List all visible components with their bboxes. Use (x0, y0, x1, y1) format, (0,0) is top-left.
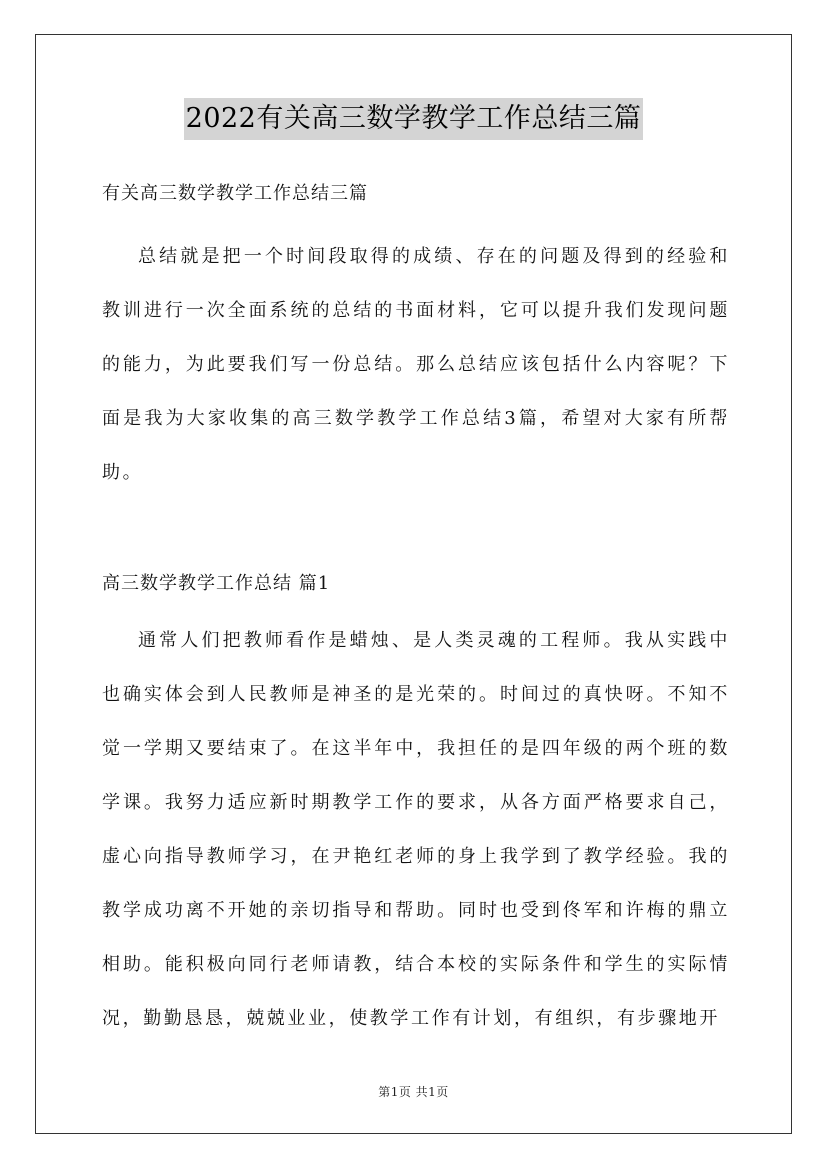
section-paragraph: 通常人们把教师看作是蜡烛、是人类灵魂的工程师。我从实践中也确实体会到人民教师是神圣的是光荣的。时间过的真快呀。不知不觉一学期又要结束了。在这半年中，我担任的是四年级的两个班的数学课。我努力适应新时期教学工作的要求，从各方面严格要求自己，虚心向指导教师学习，在尹艳红老师的身上我学到了教学经验。我的教学成功离不开她的亲切指导和帮助。同时也受到佟军和许梅的鼎立相助。能积极向同行老师请教，结合本校的实际条件和学生的实际情况，勤勤恳恳，兢兢业业，使教学工作有计划，有组织，有步骤地开 (102, 630, 730, 1029)
document-body (102, 174, 730, 1046)
section-heading: 高三数学教学工作总结 篇1 (102, 573, 331, 594)
document-title: 2022有关高三数学教学工作总结三篇 (184, 98, 644, 140)
document-subtitle: 有关高三数学教学工作总结三篇 (102, 183, 368, 204)
page-footer: 第1页 共1页 (378, 1085, 449, 1099)
title-container (0, 98, 827, 140)
intro-paragraph: 总结就是把一个时间段取得的成绩、存在的问题及得到的经验和教训进行一次全面系统的总结的书面材料，它可以提升我们发现问题的能力，为此要我们写一份总结。那么总结应该包括什么内容呢？下面是我为大家收集的高三数学教学工作总结3篇，希望对大家有所帮助。 (102, 246, 730, 483)
